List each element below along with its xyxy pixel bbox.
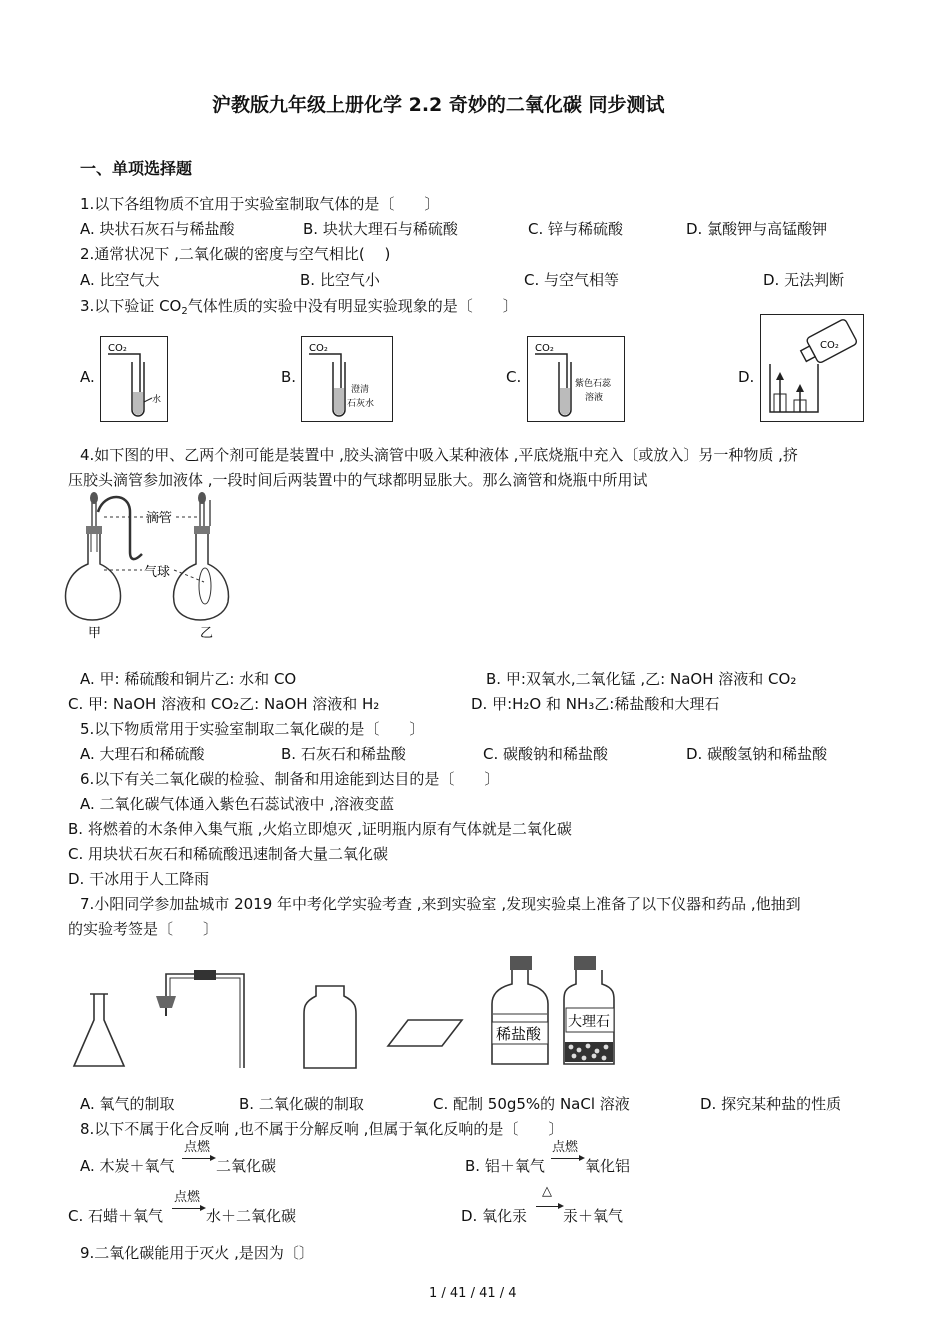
svg-text:CO₂: CO₂ (309, 343, 328, 354)
svg-text:甲: 甲 (88, 626, 102, 640)
q1-option-d: D. 氯酸钾与高锰酸钾 (686, 220, 828, 238)
q8-option-d-condition: △ (542, 1184, 552, 1199)
svg-text:CO₂: CO₂ (820, 340, 839, 351)
section-heading: 一、单项选择题 (80, 159, 193, 178)
question-4-stem-line1: 4.如下图的甲、乙两个剂可能是装置中 ,胶头滴管中吸入某种液体 ,平底烧瓶中充入〔或放入〕另一种物质 ,挤 (80, 446, 798, 464)
svg-text:气球: 气球 (144, 565, 171, 580)
q3-option-b: B. (281, 368, 297, 386)
q2-option-a: A. 比空气大 (80, 271, 160, 289)
q2-option-b: B. 比空气小 (300, 271, 380, 289)
q8-option-b-arrow (551, 1158, 583, 1159)
question-1-stem: 1.以下各组物质不宜用于实验室制取气体的是〔 〕 (80, 195, 440, 213)
question-8-stem: 8.以下不属于化合反响 ,也不属于分解反响 ,但属于氧化反响的是〔 〕 (80, 1120, 564, 1138)
svg-text:滴管: 滴管 (146, 511, 173, 526)
q4-option-b: B. 甲:双氧水,二氧化锰 ,乙: NaOH 溶液和 CO₂ (486, 670, 797, 688)
q4-figure-flasks (64, 490, 244, 640)
q3-option-d: D. (738, 368, 755, 386)
question-7-stem-line2: 的实验考签是〔 〕 (68, 920, 219, 938)
q8-option-a-left: A. 木炭＋氧气 (80, 1157, 175, 1175)
q6-option-d: D. 干冰用于人工降雨 (68, 870, 210, 888)
q7-option-a: A. 氧气的制取 (80, 1095, 175, 1113)
q8-option-a-right: 二氧化碳 (216, 1157, 277, 1175)
q6-option-a: A. 二氧化碳气体通入紫色石蕊试液中 ,溶液变蓝 (80, 795, 395, 813)
q3-figure-d (760, 314, 864, 422)
question-3-stem: 3.以下验证 $CO_2$气体性质的实验中没有明显实验现象的是〔 〕 (80, 297, 518, 317)
q8-option-d-left: D. 氧化汞 (461, 1207, 528, 1225)
q8-option-c-left: C. 石蜡＋氧气 (68, 1207, 164, 1225)
q8-option-b-right: 氧化铝 (585, 1157, 631, 1175)
q8-option-c-arrow (172, 1208, 204, 1209)
q5-option-d: D. 碳酸氢钠和稀盐酸 (686, 745, 828, 763)
question-7-stem-line1: 7.小阳同学参加盐城市 2019 年中考化学实验考查 ,来到实验室 ,发现实验桌上准备了以下仪器和药品 ,他抽到 (80, 895, 801, 913)
svg-text:大理石: 大理石 (568, 1014, 610, 1030)
q1-option-b: B. 块状大理石与稀硫酸 (303, 220, 458, 238)
svg-text:CO₂: CO₂ (108, 343, 127, 354)
q4-option-c: C. 甲: NaOH 溶液和 CO₂乙: NaOH 溶液和 H₂ (68, 695, 380, 713)
q7-option-c: C. 配制 50g5%的 NaCl 溶液 (433, 1095, 630, 1113)
svg-text:CO₂: CO₂ (535, 343, 554, 354)
q8-option-d-right: 汞＋氧气 (563, 1207, 624, 1225)
question-4-stem-line2: 压胶头滴管参加液体 ,一段时间后两装置中的气球都明显胀大。那么滴管和烧瓶中所用试 (68, 471, 648, 489)
q3-figure-c (527, 336, 625, 422)
q8-stem-condition: 点燃 (552, 1140, 579, 1155)
q5-option-c: C. 碳酸钠和稀盐酸 (483, 745, 609, 763)
q8-option-c-right: 水＋二氧化碳 (206, 1207, 297, 1225)
q5-option-b: B. 石灰石和稀盐酸 (281, 745, 406, 763)
q3-figure-b (301, 336, 393, 422)
q5-option-a: A. 大理石和稀硫酸 (80, 745, 205, 763)
svg-text:水: 水 (152, 395, 162, 405)
page-title: 沪教版九年级上册化学 2.2 奇妙的二氧化碳 同步测试 (212, 94, 665, 116)
svg-text:石灰水: 石灰水 (347, 399, 375, 409)
q7-figure-apparatus (68, 950, 628, 1074)
question-6-stem: 6.以下有关二氧化碳的检验、制备和用途能到达目的是〔 〕 (80, 770, 500, 788)
question-2-stem: 2.通常状况下 ,二氧化碳的密度与空气相比( ) (80, 245, 391, 263)
q3-option-c: C. (506, 368, 522, 386)
svg-text:溶液: 溶液 (585, 393, 604, 403)
question-5-stem: 5.以下物质常用于实验室制取二氧化碳的是〔 〕 (80, 720, 425, 738)
svg-text:稀盐酸: 稀盐酸 (496, 1025, 542, 1043)
question-9-stem: 9.二氧化碳能用于灭火 ,是因为〔〕 (80, 1244, 314, 1262)
page-number: 1 / 41 / 41 / 4 (429, 1286, 517, 1301)
q1-option-c: C. 锌与稀硫酸 (528, 220, 624, 238)
q1-option-a: A. 块状石灰石与稀盐酸 (80, 220, 235, 238)
q8-option-a-arrow (182, 1158, 214, 1159)
q3-option-a: A. (80, 368, 95, 386)
q4-option-d: D. 甲:H₂O 和 NH₃乙:稀盐酸和大理石 (471, 695, 720, 713)
q4-option-a: A. 甲: 稀硫酸和铜片乙: 水和 CO (80, 670, 297, 688)
q3-figure-a (100, 336, 168, 422)
q8-option-a-condition: 点燃 (184, 1140, 211, 1155)
q7-option-b: B. 二氧化碳的制取 (239, 1095, 364, 1113)
q8-option-b-left: B. 铝＋氧气 (465, 1157, 545, 1175)
svg-text:乙: 乙 (200, 626, 214, 640)
q6-option-c: C. 用块状石灰石和稀硫酸迅速制备大量二氧化碳 (68, 845, 389, 863)
svg-text:澄清: 澄清 (351, 385, 370, 395)
q8-option-c-condition: 点燃 (174, 1190, 201, 1205)
q6-option-b: B. 将燃着的木条伸入集气瓶 ,火焰立即熄灭 ,证明瓶内原有气体就是二氧化碳 (68, 820, 572, 838)
q2-option-c: C. 与空气相等 (524, 271, 620, 289)
q2-option-d: D. 无法判断 (763, 271, 845, 289)
q8-option-d-arrow (536, 1206, 562, 1207)
svg-text:紫色石蕊: 紫色石蕊 (575, 379, 612, 389)
q7-option-d: D. 探究某种盐的性质 (700, 1095, 842, 1113)
